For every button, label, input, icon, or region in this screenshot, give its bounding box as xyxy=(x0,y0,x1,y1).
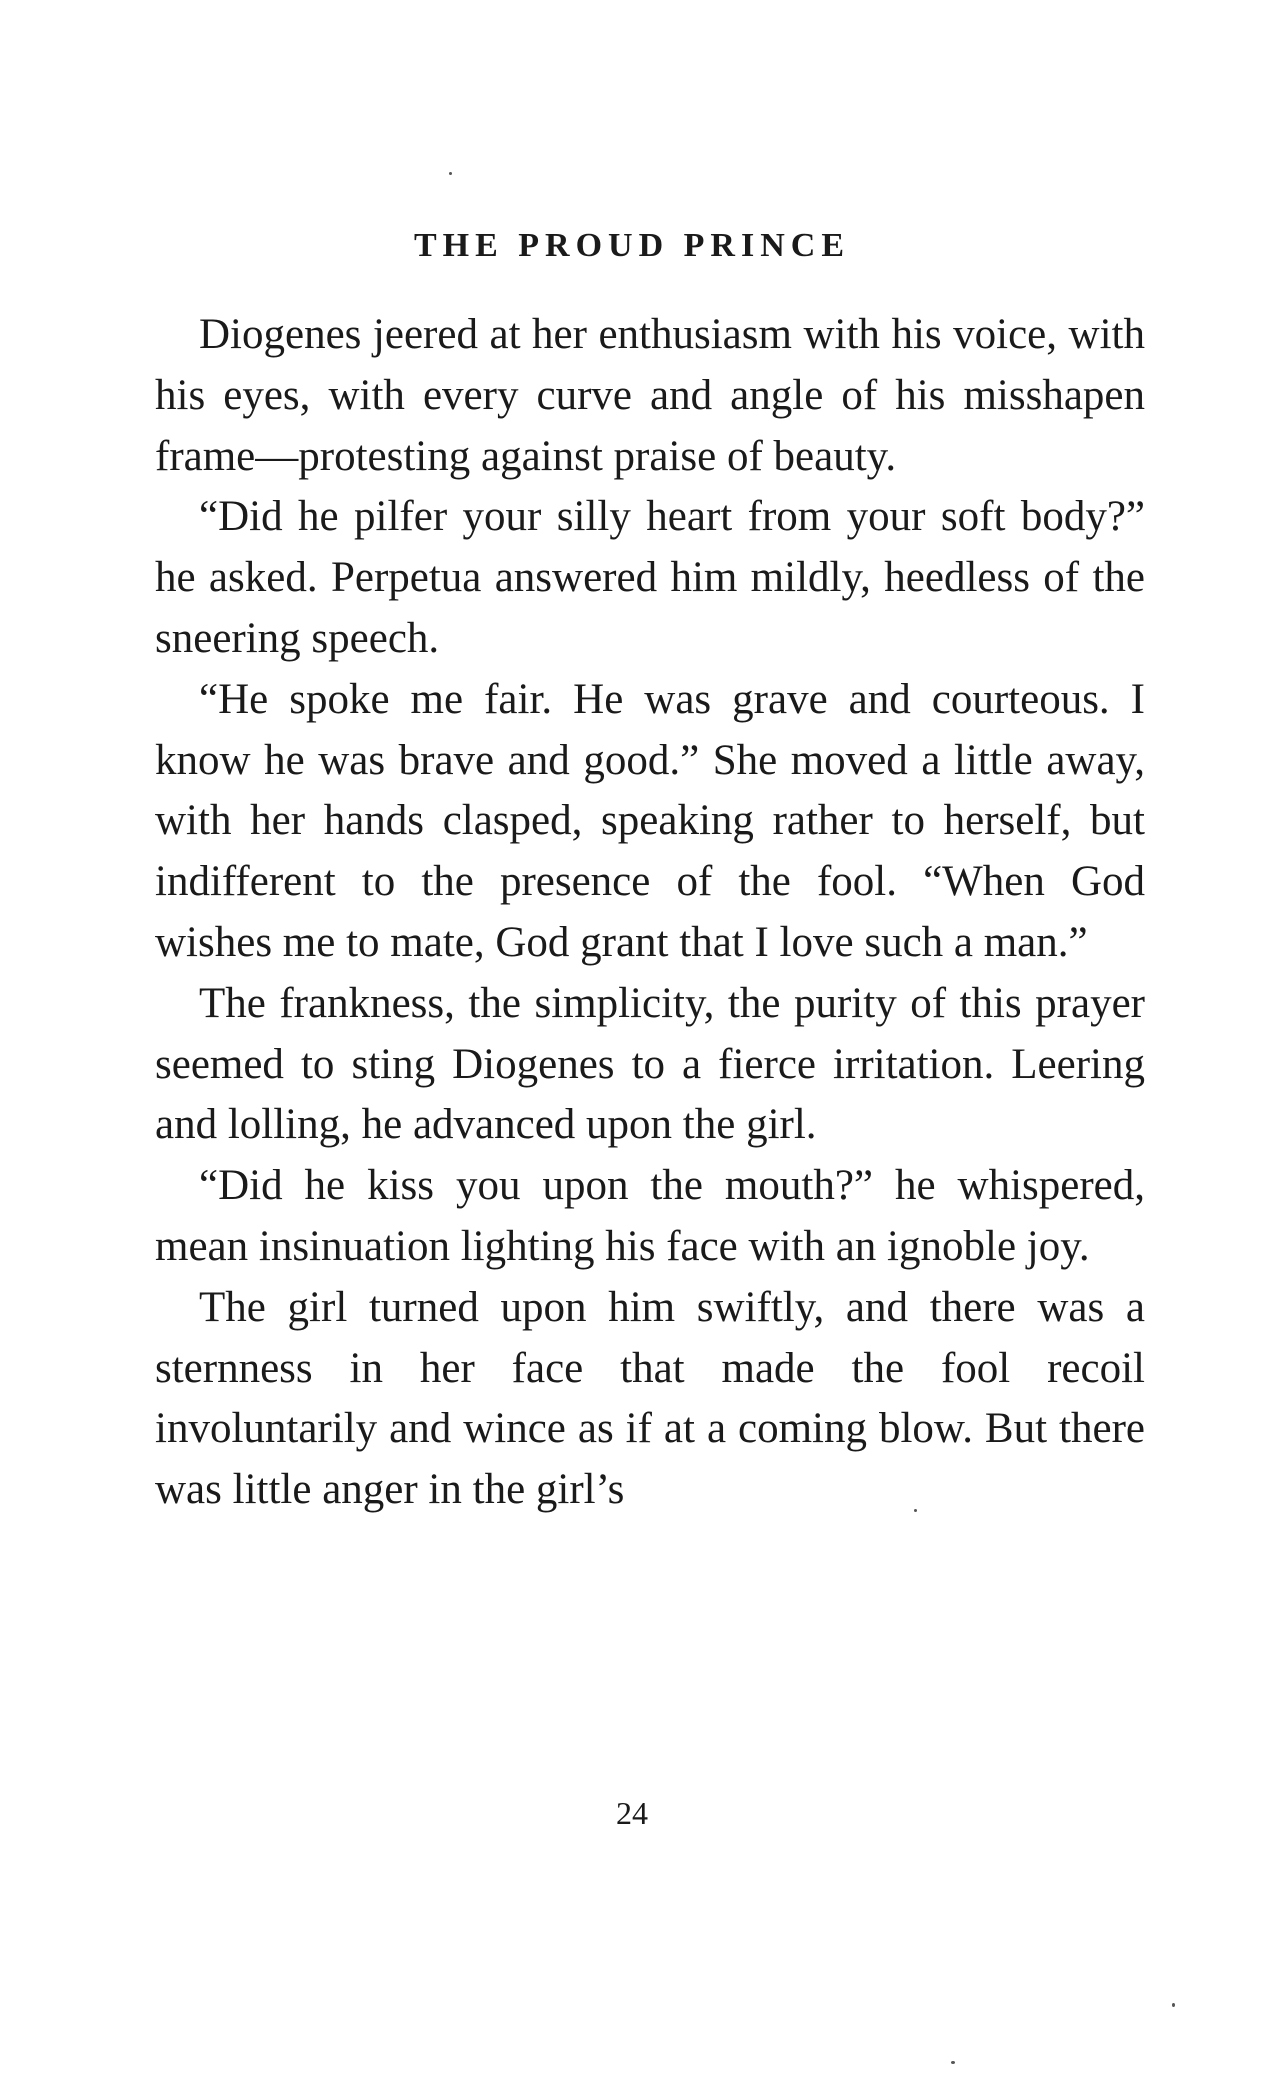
paragraph: The girl turned upon him swiftly, and there was a sternness in her face that made the fool recoil involuntarily and wince as if at a coming blow. But there was little anger in the girl’s xyxy=(155,1283,1145,1514)
print-speck xyxy=(914,1509,917,1512)
paragraph: “Did he kiss you upon the mouth?” he whispered, mean insinuation lighting his face with an ignoble joy. xyxy=(155,1162,1145,1270)
running-head: THE PROUD PRINCE xyxy=(413,227,851,264)
paragraph: “He spoke me fair. He was grave and courteous. I know he was brave and good.” She moved a little away, with her hands clasped, speaking rather to herself, but indifferent to the presence of the fool. “When God wishes me to mate, God grant that I love such a man.” xyxy=(155,675,1145,966)
print-speck xyxy=(1172,2003,1175,2007)
page-number: 24 xyxy=(616,1795,648,1831)
paragraph: Diogenes jeered at her enthusiasm with his voice, with his eyes, with every curve and angle of his misshapen frame—protesting against praise of beauty. xyxy=(155,311,1145,480)
print-speck xyxy=(951,2061,955,2064)
paragraph: The frankness, the simplicity, the purity of this prayer seemed to sting Diogenes to a fierce irritation. Leering and lolling, he advanced upon the girl. xyxy=(155,979,1145,1149)
body-text xyxy=(155,305,1145,1521)
paragraph: “Did he pilfer your silly heart from your soft body?” he asked. Perpetua answered him mildly, heedless of the sneering speech. xyxy=(155,493,1145,662)
print-speck xyxy=(449,172,452,175)
